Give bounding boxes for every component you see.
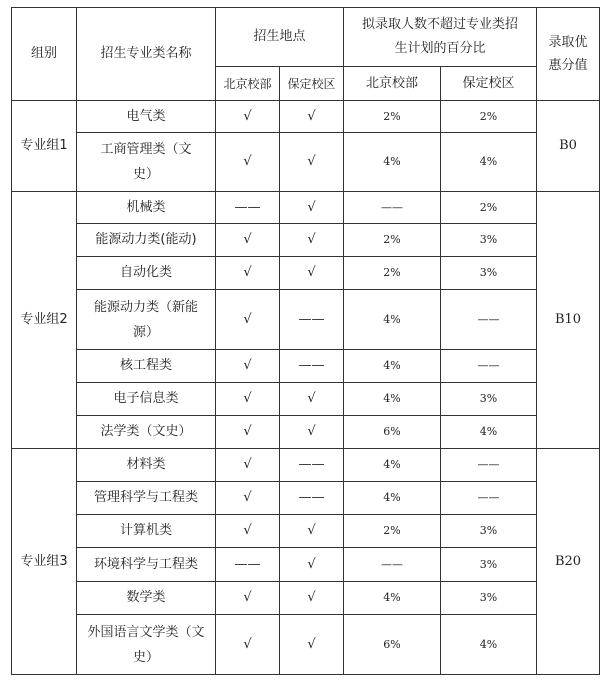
beijing-percent: 2% bbox=[344, 515, 441, 548]
header-major: 招生专业类名称 bbox=[77, 8, 216, 101]
major-name: 电气类 bbox=[77, 101, 216, 133]
beijing-percent: —— bbox=[344, 548, 441, 582]
table-row bbox=[12, 101, 600, 133]
baoding-mark: √ bbox=[280, 133, 344, 192]
baoding-percent: —— bbox=[441, 290, 537, 350]
beijing-percent: 2% bbox=[344, 101, 441, 133]
baoding-percent: —— bbox=[441, 482, 537, 515]
beijing-mark: √ bbox=[216, 133, 280, 192]
bonus-value: B10 bbox=[537, 192, 600, 449]
beijing-mark: √ bbox=[216, 482, 280, 515]
table-row bbox=[12, 290, 600, 350]
major-name: 管理科学与工程类 bbox=[77, 482, 216, 515]
beijing-percent: 6% bbox=[344, 416, 441, 449]
group-name: 专业组2 bbox=[12, 192, 77, 449]
header-group: 组别 bbox=[12, 8, 77, 101]
header-beijing-pct: 北京校部 bbox=[344, 67, 441, 101]
table-row bbox=[12, 615, 600, 675]
baoding-percent: 3% bbox=[441, 383, 537, 416]
baoding-percent: —— bbox=[441, 449, 537, 482]
beijing-mark: —— bbox=[216, 192, 280, 224]
beijing-mark: √ bbox=[216, 615, 280, 675]
beijing-percent: 4% bbox=[344, 383, 441, 416]
baoding-mark: √ bbox=[280, 515, 344, 548]
major-name: 环境科学与工程类 bbox=[77, 548, 216, 582]
major-name: 数学类 bbox=[77, 582, 216, 615]
header-location: 招生地点 bbox=[216, 8, 344, 67]
bonus-value: B20 bbox=[537, 449, 600, 675]
baoding-percent: 3% bbox=[441, 582, 537, 615]
major-name: 能源动力类(能动) bbox=[77, 224, 216, 257]
header-row bbox=[12, 8, 600, 67]
beijing-mark: √ bbox=[216, 582, 280, 615]
table-row bbox=[12, 383, 600, 416]
baoding-percent: 4% bbox=[441, 133, 537, 192]
bonus-value: B0 bbox=[537, 101, 600, 192]
beijing-percent: 2% bbox=[344, 257, 441, 290]
table-row bbox=[12, 192, 600, 224]
beijing-mark: √ bbox=[216, 383, 280, 416]
baoding-mark: √ bbox=[280, 224, 344, 257]
baoding-percent: 3% bbox=[441, 515, 537, 548]
major-name: 自动化类 bbox=[77, 257, 216, 290]
baoding-mark: —— bbox=[280, 482, 344, 515]
beijing-percent: 4% bbox=[344, 482, 441, 515]
beijing-mark: √ bbox=[216, 350, 280, 383]
baoding-mark: —— bbox=[280, 290, 344, 350]
baoding-percent: 2% bbox=[441, 101, 537, 133]
baoding-percent: 3% bbox=[441, 224, 537, 257]
major-name: 工商管理类（文史） bbox=[77, 133, 216, 192]
major-name: 外国语言文学类（文史） bbox=[77, 615, 216, 675]
header-bonus: 录取优惠分值 bbox=[537, 8, 600, 101]
baoding-percent: 3% bbox=[441, 548, 537, 582]
beijing-percent: 2% bbox=[344, 224, 441, 257]
major-name: 核工程类 bbox=[77, 350, 216, 383]
table-row bbox=[12, 224, 600, 257]
table-row bbox=[12, 449, 600, 482]
baoding-mark: √ bbox=[280, 101, 344, 133]
baoding-percent: —— bbox=[441, 350, 537, 383]
beijing-percent: —— bbox=[344, 192, 441, 224]
beijing-percent: 4% bbox=[344, 582, 441, 615]
table-row bbox=[12, 582, 600, 615]
beijing-mark: √ bbox=[216, 449, 280, 482]
table-row bbox=[12, 515, 600, 548]
baoding-percent: 4% bbox=[441, 615, 537, 675]
beijing-mark: √ bbox=[216, 101, 280, 133]
beijing-percent: 4% bbox=[344, 350, 441, 383]
beijing-mark: √ bbox=[216, 290, 280, 350]
baoding-mark: √ bbox=[280, 416, 344, 449]
group-name: 专业组3 bbox=[12, 449, 77, 675]
beijing-mark: √ bbox=[216, 416, 280, 449]
header-beijing: 北京校部 bbox=[216, 67, 280, 101]
baoding-mark: √ bbox=[280, 257, 344, 290]
baoding-mark: √ bbox=[280, 615, 344, 675]
baoding-percent: 4% bbox=[441, 416, 537, 449]
table-row bbox=[12, 416, 600, 449]
table-row bbox=[12, 257, 600, 290]
baoding-mark: √ bbox=[280, 383, 344, 416]
beijing-mark: —— bbox=[216, 548, 280, 582]
baoding-percent: 3% bbox=[441, 257, 537, 290]
major-name: 材料类 bbox=[77, 449, 216, 482]
header-baoding: 保定校区 bbox=[280, 67, 344, 101]
header-baoding-pct: 保定校区 bbox=[441, 67, 537, 101]
baoding-percent: 2% bbox=[441, 192, 537, 224]
table-row bbox=[12, 350, 600, 383]
beijing-percent: 4% bbox=[344, 290, 441, 350]
beijing-mark: √ bbox=[216, 224, 280, 257]
baoding-mark: —— bbox=[280, 449, 344, 482]
major-name: 电子信息类 bbox=[77, 383, 216, 416]
table-row bbox=[12, 482, 600, 515]
baoding-mark: √ bbox=[280, 192, 344, 224]
table-row bbox=[12, 133, 600, 192]
table-row bbox=[12, 548, 600, 582]
major-name: 机械类 bbox=[77, 192, 216, 224]
beijing-mark: √ bbox=[216, 257, 280, 290]
baoding-mark: √ bbox=[280, 582, 344, 615]
beijing-mark: √ bbox=[216, 515, 280, 548]
beijing-percent: 4% bbox=[344, 449, 441, 482]
major-name: 法学类（文史） bbox=[77, 416, 216, 449]
major-name: 计算机类 bbox=[77, 515, 216, 548]
baoding-mark: √ bbox=[280, 548, 344, 582]
header-percent: 拟录取人数不超过专业类招生计划的百分比 bbox=[344, 8, 537, 67]
beijing-percent: 4% bbox=[344, 133, 441, 192]
baoding-mark: —— bbox=[280, 350, 344, 383]
major-name: 能源动力类（新能源） bbox=[77, 290, 216, 350]
admission-plan-table bbox=[11, 7, 600, 675]
group-name: 专业组1 bbox=[12, 101, 77, 192]
beijing-percent: 6% bbox=[344, 615, 441, 675]
